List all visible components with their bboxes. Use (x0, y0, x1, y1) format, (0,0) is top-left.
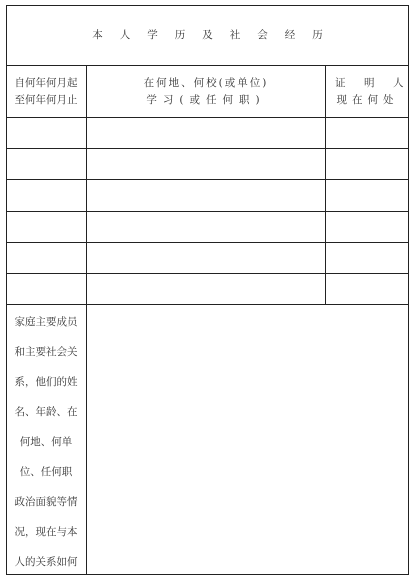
header-witness-line2: 现在何处 (336, 94, 399, 106)
form-title: 本人学历及社会经历 (92, 29, 340, 41)
family-label-line: 人的关系如何 (14, 556, 78, 568)
header-period-line1: 自何年何月起 (14, 77, 78, 89)
row-divider (6, 179, 409, 180)
family-label-line: 位、任何职 (19, 466, 73, 478)
table-border-right (408, 5, 409, 575)
family-section-divider (6, 304, 409, 305)
row-divider (6, 273, 409, 274)
row-divider (6, 242, 409, 243)
family-label-line: 家庭主要成员 (14, 316, 78, 328)
header-witness-char: 人 (393, 77, 404, 89)
header-witness-char: 证 (335, 77, 346, 89)
table-border-left (6, 5, 7, 575)
family-label-line: 和主要社会关 (14, 346, 78, 358)
header-divider (6, 117, 409, 118)
table-border-top (6, 5, 409, 6)
table-border-bottom (6, 574, 409, 575)
row-divider (6, 148, 409, 149)
family-label-line: 何地、何单 (19, 436, 73, 448)
family-label-line: 况，现在与本 (14, 526, 78, 538)
row-divider (6, 211, 409, 212)
title-divider (6, 65, 409, 66)
header-where-line2: 学习(或任何职) (146, 94, 266, 106)
header-witness-char: 明 (364, 77, 375, 89)
header-period-line2: 至何年何月止 (14, 94, 78, 106)
column-divider-period (86, 65, 87, 575)
family-label-line: 系，他们的姓 (14, 376, 78, 388)
header-where-line1: 在何地、何校(或单位) (143, 77, 269, 89)
family-label-line: 名、年龄、在 (14, 406, 78, 418)
personal-history-form (6, 5, 409, 575)
family-label-line: 政治面貌等情 (14, 496, 78, 508)
